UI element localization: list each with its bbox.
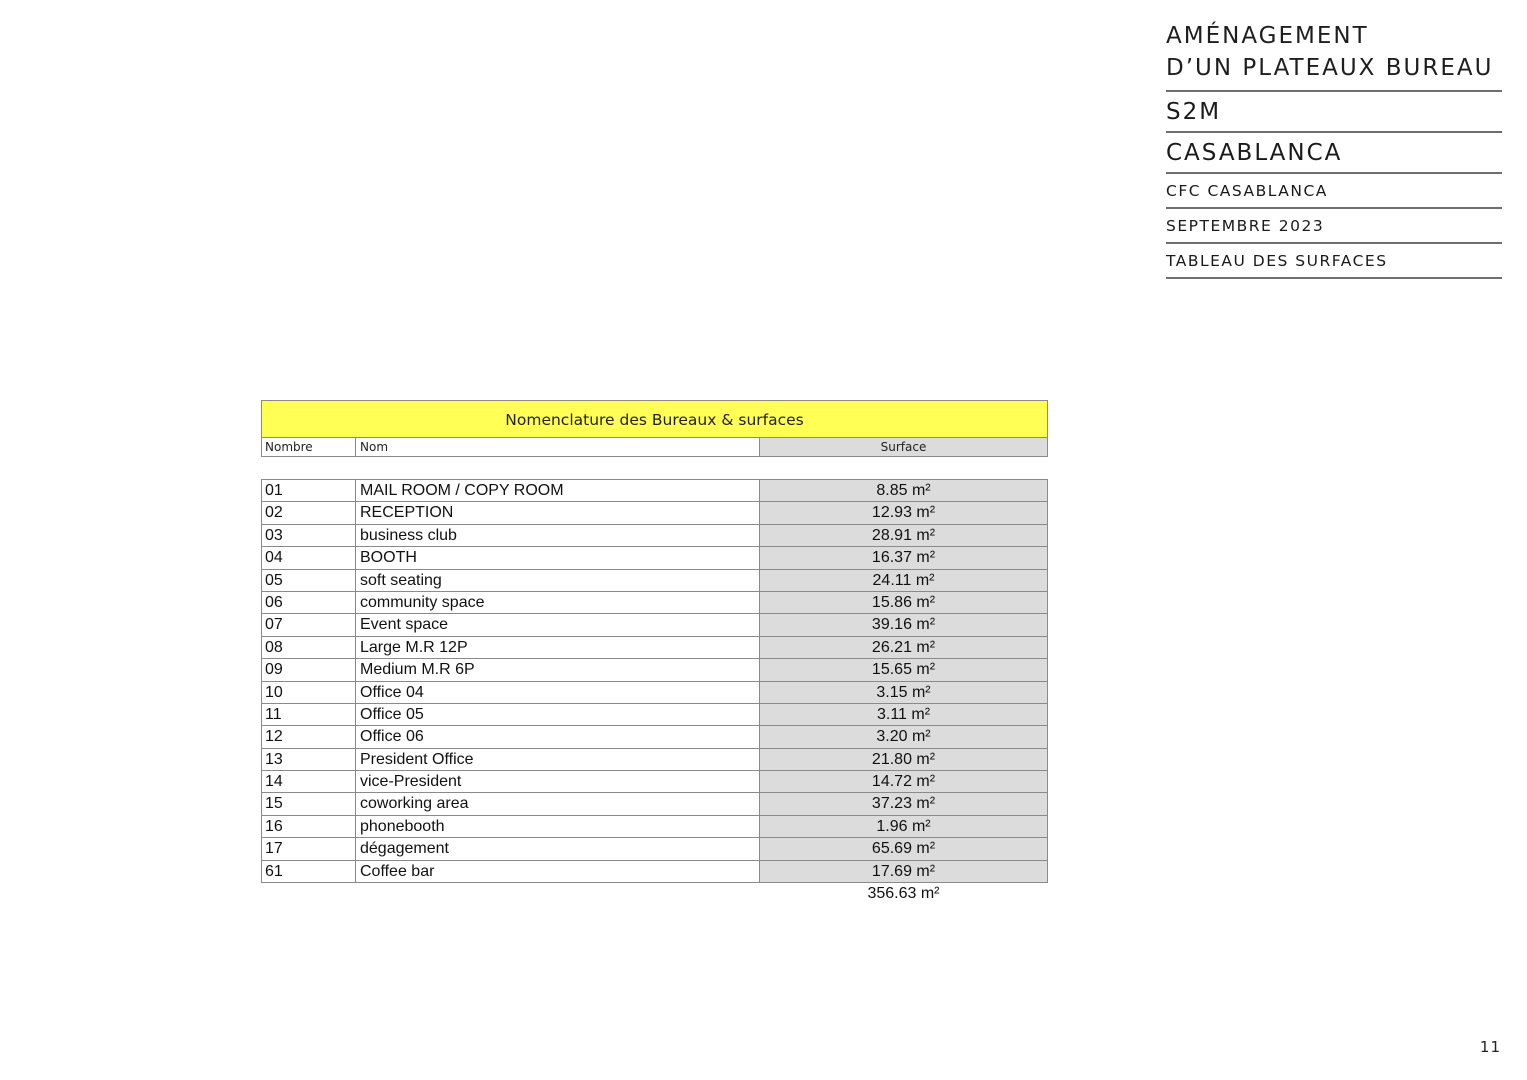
- table-row: [261, 525, 1048, 547]
- row-number: 01: [262, 480, 356, 501]
- row-surface: 12.93 m²: [760, 502, 1047, 523]
- project-title-line-2: D’UN PLATEAUX BUREAU: [1166, 55, 1494, 81]
- surface-table: [261, 400, 1048, 903]
- row-surface: 14.72 m²: [760, 771, 1047, 792]
- row-number: 02: [262, 502, 356, 523]
- row-number: 12: [262, 726, 356, 747]
- row-name: community space: [356, 592, 760, 613]
- project-title-line-1: AMÉNAGEMENT: [1166, 23, 1369, 49]
- table-row: [261, 771, 1048, 793]
- row-name: Event space: [356, 614, 760, 635]
- total-surface: 356.63 m²: [867, 885, 940, 903]
- row-surface: 15.86 m²: [760, 592, 1047, 613]
- row-number: 06: [262, 592, 356, 613]
- table-row: [261, 838, 1048, 860]
- row-name: MAIL ROOM / COPY ROOM: [356, 480, 760, 501]
- table-row: [261, 816, 1048, 838]
- page-number: 11: [1479, 1038, 1501, 1056]
- sheet-name: TABLEAU DES SURFACES: [1166, 244, 1502, 279]
- row-surface: 8.85 m²: [760, 480, 1047, 501]
- row-name: Large M.R 12P: [356, 637, 760, 658]
- row-number: 10: [262, 682, 356, 703]
- row-name: Office 06: [356, 726, 760, 747]
- table-title: Nomenclature des Bureaux & surfaces: [261, 400, 1048, 438]
- row-number: 11: [262, 704, 356, 725]
- row-name: business club: [356, 525, 760, 546]
- row-surface: 3.15 m²: [760, 682, 1047, 703]
- row-name: Office 05: [356, 704, 760, 725]
- row-surface: 39.16 m²: [760, 614, 1047, 635]
- table-row: [261, 637, 1048, 659]
- row-surface: 21.80 m²: [760, 749, 1047, 770]
- table-row: [261, 704, 1048, 726]
- table-row: [261, 793, 1048, 815]
- header-number: Nombre: [262, 438, 356, 456]
- table-row: [261, 502, 1048, 524]
- table-row: [261, 659, 1048, 681]
- row-name: BOOTH: [356, 547, 760, 568]
- row-number: 04: [262, 547, 356, 568]
- row-surface: 3.11 m²: [760, 704, 1047, 725]
- row-surface: 17.69 m²: [760, 861, 1047, 882]
- row-number: 08: [262, 637, 356, 658]
- table-row: [261, 726, 1048, 748]
- project-title: [1166, 20, 1502, 92]
- table-row: [261, 614, 1048, 636]
- row-name: Coffee bar: [356, 861, 760, 882]
- site-name: CFC CASABLANCA: [1166, 174, 1502, 209]
- row-name: soft seating: [356, 570, 760, 591]
- header-surface: Surface: [760, 438, 1047, 456]
- row-surface: 37.23 m²: [760, 793, 1047, 814]
- document-date: SEPTEMBRE 2023: [1166, 209, 1502, 244]
- table-row: [261, 861, 1048, 883]
- row-name: vice-President: [356, 771, 760, 792]
- client-name: S2M: [1166, 92, 1502, 133]
- row-name: Medium M.R 6P: [356, 659, 760, 680]
- row-surface: 16.37 m²: [760, 547, 1047, 568]
- row-number: 17: [262, 838, 356, 859]
- table-body: [261, 479, 1048, 883]
- row-number: 61: [262, 861, 356, 882]
- row-number: 03: [262, 525, 356, 546]
- row-surface: 3.20 m²: [760, 726, 1047, 747]
- header-name: Nom: [356, 438, 760, 456]
- row-name: Office 04: [356, 682, 760, 703]
- row-number: 16: [262, 816, 356, 837]
- row-name: President Office: [356, 749, 760, 770]
- table-header-row: [261, 438, 1048, 457]
- row-surface: 26.21 m²: [760, 637, 1047, 658]
- table-row: [261, 570, 1048, 592]
- row-name: RECEPTION: [356, 502, 760, 523]
- row-surface: 24.11 m²: [760, 570, 1047, 591]
- row-number: 05: [262, 570, 356, 591]
- row-number: 07: [262, 614, 356, 635]
- row-name: dégagement: [356, 838, 760, 859]
- row-surface: 15.65 m²: [760, 659, 1047, 680]
- city-name: CASABLANCA: [1166, 133, 1502, 174]
- row-surface: 1.96 m²: [760, 816, 1047, 837]
- table-row: [261, 480, 1048, 502]
- row-number: 09: [262, 659, 356, 680]
- title-block: [1166, 20, 1502, 279]
- row-number: 14: [262, 771, 356, 792]
- row-surface: 28.91 m²: [760, 525, 1047, 546]
- row-name: phonebooth: [356, 816, 760, 837]
- table-row: [261, 749, 1048, 771]
- table-row: [261, 592, 1048, 614]
- table-row: [261, 547, 1048, 569]
- row-number: 13: [262, 749, 356, 770]
- row-name: coworking area: [356, 793, 760, 814]
- table-row: [261, 682, 1048, 704]
- row-surface: 65.69 m²: [760, 838, 1047, 859]
- row-number: 15: [262, 793, 356, 814]
